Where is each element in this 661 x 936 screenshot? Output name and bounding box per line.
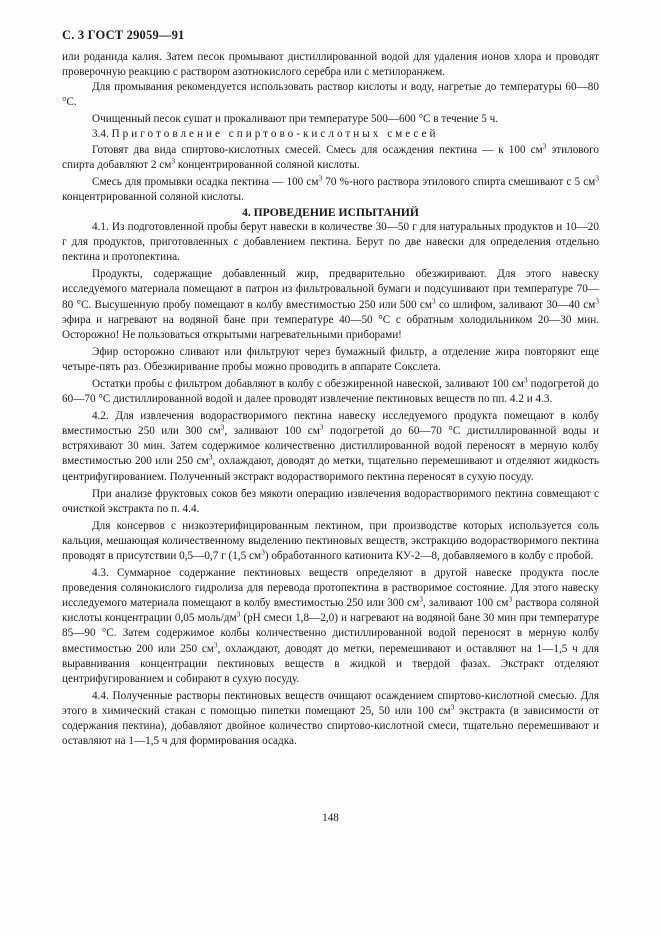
text: подогретой до 60—70 °С дистиллированной воды и встряхивают 30 мин. Затем содержимое количественно дистиллированной водой переносят в мерную колбу вместимостью 200 или 250 см bbox=[62, 425, 599, 468]
superscript: 3 bbox=[542, 140, 547, 150]
text: , охлаждают, доводят до метки, перемешивают и оставляют на 1—1,5 ч для выравнивания концентрации пектиновых веществ в жидкой и твердой фазах. Экстракт отделяют центрифугированием и собирают в сухую посуду. bbox=[62, 642, 599, 685]
text: Остатки пробы с фильтром добавляют в колбу с обезжиренной навеской, заливают 100 см bbox=[92, 377, 524, 390]
text: , заливают 100 см bbox=[422, 597, 509, 610]
text: со шлифом, заливают 30—40 см bbox=[435, 298, 596, 311]
text: Для консервов с низкоэтерифицированным пектином, при производстве которых используется соль кальция, мешающая количественному выделению пектиновых веществ, экстракцию водорастворимого пектина проводят в присутствии 0,5—0,7 г (1,5 см bbox=[62, 519, 599, 562]
superscript: 3 bbox=[171, 155, 176, 165]
paragraph bbox=[62, 689, 599, 749]
text: 70 %-ного раствора этилового спирта смешивают с 5 см bbox=[322, 175, 596, 188]
text: экстракта (в зависимости от содержания пектина), добавляют двойное количество спиртово-кислотной смеси, тщательно перемешивают и оставляют на 1—1,5 ч для формирования осадка. bbox=[62, 704, 599, 748]
paragraph bbox=[62, 267, 599, 342]
superscript: 3 bbox=[419, 594, 423, 604]
paragraph bbox=[62, 175, 599, 205]
superscript: 3 bbox=[208, 452, 213, 462]
text: 4.3. Суммарное содержание пектиновых веществ определяют в другой навеске продукта после проведения солянокислого гидролиза для перевода протопектина в растворимое состояние. Для этого навеску исследуемого материала помещают в колбу вместимостью 250 или 300 см bbox=[62, 567, 599, 610]
paragraph bbox=[62, 409, 599, 484]
superscript: 3 bbox=[595, 173, 599, 183]
superscript: 3 bbox=[523, 375, 528, 385]
paragraph bbox=[62, 566, 599, 687]
text: подогретой до 60—70 °С дистиллированной водой и далее проводят извлечение пектиновых веществ по пп. 4.2 и 4.3. bbox=[62, 377, 599, 406]
superscript: 3 bbox=[450, 702, 455, 712]
text: , заливают 100 см bbox=[224, 425, 320, 438]
text: концентрированной соляной кислоты. bbox=[175, 158, 360, 171]
section-title: 4. ПРОВЕДЕНИЕ ИСПЫТАНИЙ bbox=[242, 205, 419, 219]
paragraph bbox=[62, 140, 600, 173]
text: Смесь для промывки осадка пектина — 100 см bbox=[92, 175, 319, 188]
page-number: 148 bbox=[322, 812, 339, 824]
paragraph bbox=[62, 112, 599, 127]
text: эфира и нагревают на водяной бане при температуре 40—50 °С с обратным холодильником 20—30 мин. Осторожно! Не пользоваться открытыми нагревательными приборами! bbox=[62, 313, 599, 341]
text: Эфир осторожно сливают или фильтруют через бумажный фильтр, а отделение жира повторяют еще четыре-пять раз. Обезжиривание пробы можно проводить в аппарате Сокслета. bbox=[62, 345, 599, 373]
text: или роданида калия. Затем песок промывают дистиллированной водой для удаления ионов хлора и проводят проверочную реакцию с раствором азотнокислого серебра или с метилоранжем. bbox=[62, 51, 599, 79]
text: Продукты, содержащие добавленный жир, предварительно обезжиривают. Для этого навеску исследуемого материала помещают в патрон из фильтровальной бумаги и подсушивают при температуре 70—80 °С. Высушенную пробу помещают в колбу вместимостью 250 или 500 см bbox=[62, 268, 599, 311]
text: 4.2. Для извлечения водорастворимого пектина навеску исследуемого продукта помещают в колбу вместимостью 250 или 300 см bbox=[62, 410, 599, 438]
superscript: 3 bbox=[508, 594, 513, 604]
text: При анализе фруктовых соков без мякоти операцию извлечения водорастворимого пектина совмещают с очисткой экстракта по п. 4.4. bbox=[62, 487, 599, 515]
text: Очищенный песок сушат и прокаливают при температуре 500—600 °С в течение 5 ч. bbox=[92, 113, 499, 126]
text: ) обработанного катионита КУ-2—8, добавляемого в колбу с пробой. bbox=[264, 550, 594, 562]
text: 4.1. Из подготовленной пробы берут навески в количестве 30—50 г для натуральных продуктов и 10—20 г для продуктов, приготовленных с добавлением пектина. Берут по две навески для определения отдельно пектина и протопектина. bbox=[62, 221, 599, 264]
superscript: 3 bbox=[236, 609, 241, 619]
paragraph bbox=[62, 345, 599, 375]
paragraph bbox=[62, 50, 599, 80]
page-header: С. 3 ГОСТ 29059—91 bbox=[62, 28, 185, 42]
paragraph bbox=[62, 377, 599, 407]
text: Готовят два вида спиртово-кислотных смесей. Смесь для осаждения пектина — к 100 см bbox=[92, 143, 543, 156]
paragraph bbox=[62, 487, 599, 517]
superscript: 3 bbox=[318, 173, 323, 183]
superscript: 3 bbox=[220, 422, 225, 432]
text: этилового спирта добавляют 2 см bbox=[62, 143, 600, 171]
superscript: 3 bbox=[595, 295, 599, 305]
paragraph bbox=[62, 80, 599, 110]
text: (pH смеси 1,8—2,0) и нагревают на водяной бане 30 мин при температуре 85—90 °С. Затем содержимое колбы количественно дистиллированной водой переносят в мерную колбу вместимостью 200 или 250 см bbox=[62, 612, 599, 655]
text: концентрированной соляной кислоты. bbox=[62, 190, 244, 203]
superscript: 3 bbox=[431, 295, 436, 305]
paragraph bbox=[62, 519, 599, 564]
subsection-title: Приготовление спиртово-кислотных смесей bbox=[111, 128, 439, 141]
text: 4.4. Полученные растворы пектиновых веществ очищают осаждением спиртово-кислотной смесью. Для этого в химический стакан с помощью пипетки помещают 25, 50 или 100 см bbox=[62, 689, 599, 717]
text: Для промывания рекомендуется использовать раствор кислоты и воду, нагретые до температуры 60—80 °С. bbox=[62, 81, 599, 109]
subsection-heading bbox=[62, 127, 599, 142]
subsection-number: 3.4. bbox=[92, 128, 109, 141]
superscript: 3 bbox=[261, 547, 265, 557]
superscript: 3 bbox=[213, 639, 218, 649]
text: , охлаждают, доводят до метки, тщательно перемешивают и отделяют жидкость центрифугированием. Полученный экстракт водорастворимого пектина переносят в сухую посуду. bbox=[62, 455, 599, 483]
paragraph bbox=[62, 220, 599, 265]
document-body bbox=[62, 50, 599, 749]
superscript: 3 bbox=[319, 422, 324, 432]
text: раствора соляной кислоты концентрации 0,05 моль/дм bbox=[62, 597, 599, 625]
